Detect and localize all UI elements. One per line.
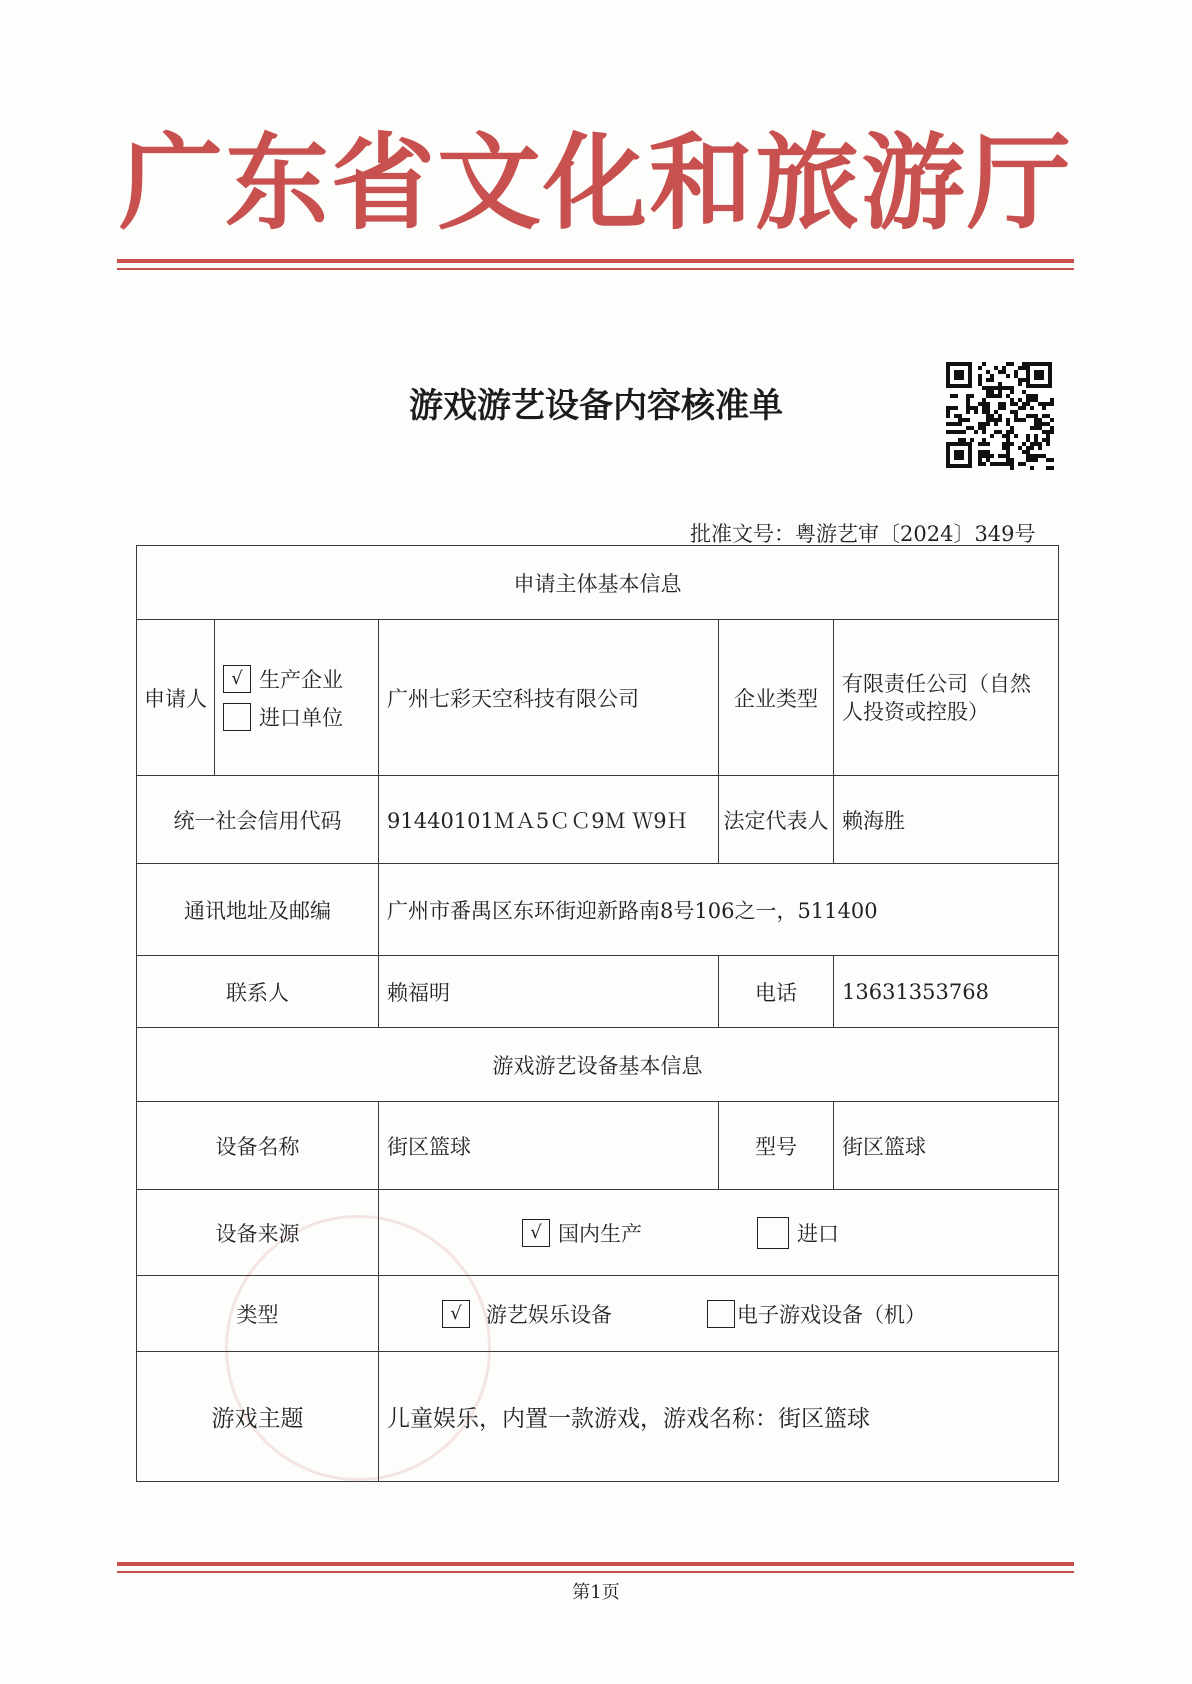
option-production-label: 生产企业 <box>259 667 343 692</box>
option-domestic-label: 国内生产 <box>558 1221 642 1246</box>
approval-form-table <box>136 545 1059 1482</box>
footer-rule-thin <box>117 1571 1074 1573</box>
address-label: 通讯地址及邮编 <box>137 864 379 956</box>
approval-label: 批准文号： <box>690 522 795 546</box>
contact: 赖福明 <box>379 956 719 1028</box>
header-rule-thick <box>117 259 1074 263</box>
legal-rep: 赖海胜 <box>834 776 1059 864</box>
credit-code-label: 统一社会信用代码 <box>137 776 379 864</box>
model-label: 型号 <box>719 1102 834 1190</box>
header-rule-thin <box>117 268 1074 270</box>
applicant-label: 申请人 <box>137 620 215 776</box>
type-label: 类型 <box>137 1276 379 1352</box>
table-row <box>137 546 1059 620</box>
option-domestic <box>522 1218 642 1248</box>
checkbox-amusement: √ <box>442 1300 470 1328</box>
applicant-type-options <box>215 620 379 776</box>
legal-rep-label: 法定代表人 <box>719 776 834 864</box>
table-row <box>137 1352 1059 1482</box>
source-label: 设备来源 <box>137 1190 379 1276</box>
option-amusement-label: 游艺娱乐设备 <box>486 1302 612 1327</box>
table-row <box>137 864 1059 956</box>
device-name-label: 设备名称 <box>137 1102 379 1190</box>
type-options <box>379 1276 1059 1352</box>
approval-number <box>690 518 1036 548</box>
theme-label: 游戏主题 <box>137 1352 379 1482</box>
agency-header: 广东省文化和旅游厅 <box>118 121 1073 244</box>
model: 街区篮球 <box>834 1102 1059 1190</box>
section-heading-applicant: 申请主体基本信息 <box>137 546 1059 620</box>
checkbox-electronic <box>707 1300 735 1328</box>
theme: 儿童娱乐，内置一款游戏，游戏名称：街区篮球 <box>379 1352 1059 1482</box>
section-heading-device: 游戏游艺设备基本信息 <box>137 1028 1059 1102</box>
option-amusement <box>442 1299 612 1329</box>
option-src-import <box>757 1217 839 1249</box>
option-electronic <box>707 1299 926 1329</box>
document-title: 游戏游艺设备内容核准单 <box>409 386 783 426</box>
table-row <box>137 1102 1059 1190</box>
credit-code: 91440101ＭＡ5ＣＣ9Ｍ Ｗ9Ｈ <box>379 776 719 864</box>
checkbox-domestic: √ <box>522 1219 550 1247</box>
table-row <box>137 620 1059 776</box>
checkbox-src-import <box>757 1217 789 1249</box>
source-options <box>379 1190 1059 1276</box>
table-row <box>137 1028 1059 1102</box>
option-import <box>223 702 370 732</box>
phone: 13631353768 <box>834 956 1059 1028</box>
table-row <box>137 776 1059 864</box>
company-type-label: 企业类型 <box>719 620 834 776</box>
table-row <box>137 1276 1059 1352</box>
table-row <box>137 1190 1059 1276</box>
table-row <box>137 956 1059 1028</box>
option-electronic-label: 电子游戏设备（机） <box>737 1302 926 1327</box>
company-name: 广州七彩天空科技有限公司 <box>379 620 719 776</box>
checkbox-production: √ <box>223 665 251 693</box>
address: 广州市番禺区东环街迎新路南8号106之一，511400 <box>379 864 1059 956</box>
contact-label: 联系人 <box>137 956 379 1028</box>
page-number: 第1页 <box>572 1582 620 1603</box>
option-import-label: 进口单位 <box>259 705 343 730</box>
option-src-import-label: 进口 <box>797 1221 839 1246</box>
approval-value: 粤游艺审〔2024〕349号 <box>795 522 1036 546</box>
checkbox-import <box>223 703 251 731</box>
footer-rule-thick <box>117 1562 1074 1566</box>
device-name: 街区篮球 <box>379 1102 719 1190</box>
company-type: 有限责任公司（自然人投资或控股） <box>834 620 1059 776</box>
phone-label: 电话 <box>719 956 834 1028</box>
qr-code-icon <box>944 360 1054 470</box>
option-production <box>223 664 370 694</box>
